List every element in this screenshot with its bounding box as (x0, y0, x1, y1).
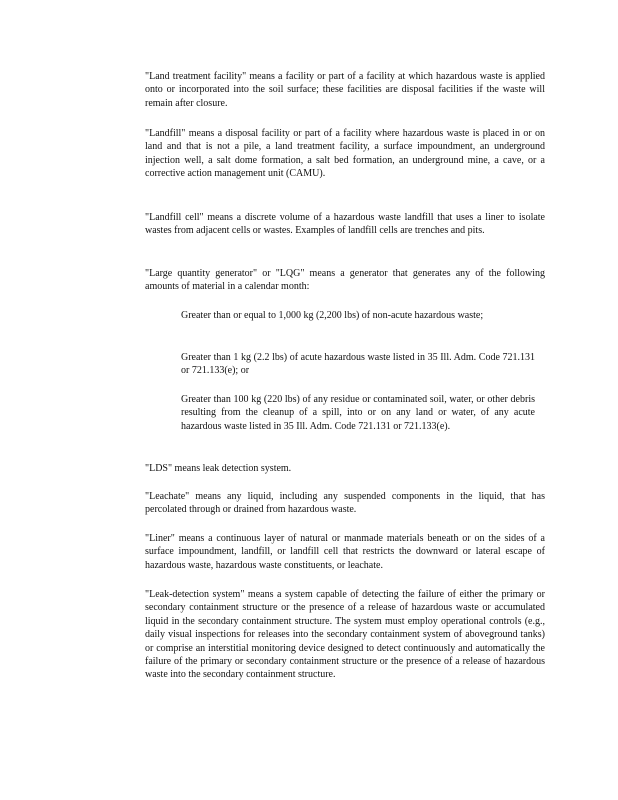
definition-landfill-cell: "Landfill cell" means a discrete volume of a hazardous waste landfill that uses a liner to isolate wastes from adjacent cells or wastes. Examples of landfill cells are trenches and pits. (145, 212, 545, 237)
lqg-criterion-non-acute: Greater than or equal to 1,000 kg (2,200 lbs) of non-acute hazardous waste; (181, 310, 484, 321)
lqg-criterion-spill-residue: Greater than 100 kg (220 lbs) of any residue or contaminated soil, water, or other debris resulting from the cleanup of a spill, into or on any land or water, of any acute hazardous waste listed in 35 Ill. Adm. Code 721.131 or 721.133(e). (181, 394, 535, 432)
definition-liner: "Liner" means a continuous layer of natural or manmade materials beneath or on the sides of a surface impoundment, landfill, or landfill cell that restricts the downward or lateral escape of hazardous waste, hazardous waste constituents, or leachate. (145, 533, 545, 571)
lqg-criterion-acute: Greater than 1 kg (2.2 lbs) of acute hazardous waste listed in 35 Ill. Adm. Code 721.131 or 721.133(e); or (181, 352, 535, 377)
definition-large-quantity-generator: "Large quantity generator" or "LQG" means a generator that generates any of the following amounts of material in a calendar month: (145, 268, 545, 293)
definition-leachate: "Leachate" means any liquid, including any suspended components in the liquid, that has percolated through or drained from hazardous waste. (145, 491, 545, 516)
definition-landfill: "Landfill" means a disposal facility or part of a facility where hazardous waste is placed in or on land and that is not a pile, a land treatment facility, a surface impoundment, an underground injection well, a salt dome formation, a salt bed formation, an underground mine, a cave, or a corrective action management unit (CAMU). (145, 128, 545, 180)
definition-lds: "LDS" means leak detection system. (145, 463, 292, 474)
definition-leak-detection-system: "Leak-detection system" means a system capable of detecting the failure of either the primary or secondary containment structure or the presence of a release of hazardous waste or accumulated liquid in the secondary containment structure. The system must employ operational controls (e.g., daily visual inspections for releases into the secondary containment system of aboveground tanks) or comprise an interstitial monitoring device designed to detect continuously and automatically the failure of the primary or secondary containment structure or the presence of a release of hazardous waste into the secondary containment structure. (145, 589, 545, 681)
definition-land-treatment-facility: "Land treatment facility" means a facility or part of a facility at which hazardous waste is applied onto or incorporated into the soil surface; these facilities are disposal facilities if the waste will remain after closure. (145, 71, 545, 109)
